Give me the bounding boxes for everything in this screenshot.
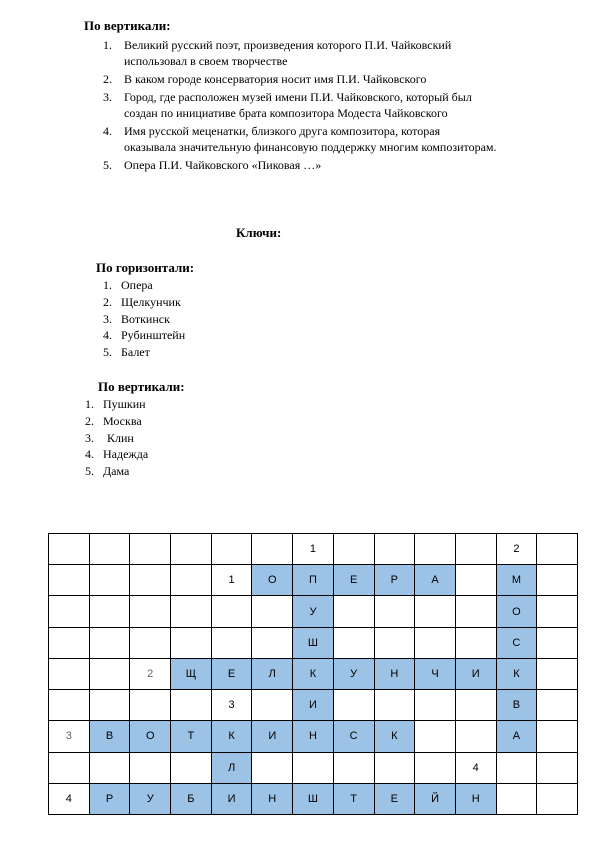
answer-item <box>103 327 185 344</box>
crossword-empty-cell <box>537 783 578 814</box>
answer-item <box>103 344 185 361</box>
answer-number: 2. <box>85 413 94 428</box>
crossword-empty-cell <box>455 627 496 658</box>
crossword-empty-cell <box>49 627 90 658</box>
answer-text: Пушкин <box>103 397 146 411</box>
crossword-empty-cell <box>252 627 293 658</box>
crossword-empty-cell <box>496 752 537 783</box>
crossword-empty-cell <box>49 658 90 689</box>
crossword-empty-cell <box>171 596 212 627</box>
crossword-empty-cell <box>537 721 578 752</box>
crossword-letter-cell: Л <box>211 752 252 783</box>
crossword-letter-cell: Н <box>252 783 293 814</box>
crossword-letter-cell: Е <box>374 783 415 814</box>
crossword-empty-cell <box>537 658 578 689</box>
answer-number: 4. <box>85 447 94 462</box>
crossword-empty-cell <box>130 690 171 721</box>
horizontal-answers-heading: По горизонтали: <box>96 260 195 275</box>
crossword-empty-cell <box>537 627 578 658</box>
crossword-empty-cell <box>130 627 171 658</box>
question-text: В каком городе консерватория носит имя П.И. Чайковского <box>124 72 427 86</box>
crossword-letter-cell: О <box>496 596 537 627</box>
answer-text: Москва <box>103 413 142 428</box>
crossword-letter-cell: Р <box>89 783 130 814</box>
crossword-empty-cell <box>415 596 456 627</box>
crossword-row <box>49 721 578 752</box>
crossword-number-cell: 3 <box>49 721 90 752</box>
crossword-empty-cell <box>333 596 374 627</box>
crossword-number-cell: 1 <box>293 534 334 565</box>
crossword-empty-cell <box>49 596 90 627</box>
answer-text: Рубинштейн <box>121 328 186 343</box>
answer-text: Клин <box>107 430 134 445</box>
crossword-row <box>49 534 578 565</box>
crossword-empty-cell <box>374 752 415 783</box>
crossword-empty-cell <box>89 596 130 627</box>
crossword-empty-cell <box>333 534 374 565</box>
horizontal-answers-list <box>103 277 185 361</box>
answer-text: Воткинск <box>121 311 170 326</box>
vertical-questions-list <box>103 37 573 173</box>
crossword-empty-cell <box>89 658 130 689</box>
answer-number: 5. <box>85 464 94 479</box>
crossword-empty-cell <box>49 565 90 596</box>
answer-number: 1. <box>85 397 94 411</box>
answer-item <box>85 396 148 413</box>
question-text: оказывала значительную финансовую поддержку многим композиторам. <box>124 140 497 154</box>
crossword-empty-cell <box>537 690 578 721</box>
crossword-letter-cell: Б <box>171 783 212 814</box>
question-item <box>103 123 573 155</box>
crossword-number-cell: 3 <box>211 690 252 721</box>
crossword-empty-cell <box>537 565 578 596</box>
crossword-letter-cell: В <box>496 690 537 721</box>
answer-text: Балет <box>121 345 150 360</box>
crossword-empty-cell <box>171 752 212 783</box>
answer-number: 3. <box>85 430 94 445</box>
question-text: создан по инициативе брата композитора Модеста Чайковского <box>124 106 448 120</box>
crossword-empty-cell <box>455 596 496 627</box>
crossword-empty-cell <box>252 534 293 565</box>
answer-item <box>103 277 185 294</box>
crossword-letter-cell: К <box>374 721 415 752</box>
crossword-letter-cell: Н <box>293 721 334 752</box>
question-text: использовал в своем творчестве <box>124 54 288 68</box>
crossword-letter-cell: У <box>130 783 171 814</box>
question-item <box>103 89 573 121</box>
crossword-letter-cell: К <box>211 721 252 752</box>
crossword-letter-cell: Н <box>455 783 496 814</box>
crossword-letter-cell: Р <box>374 565 415 596</box>
crossword-empty-cell <box>89 690 130 721</box>
crossword-empty-cell <box>293 752 334 783</box>
answer-number: 4. <box>103 328 112 343</box>
question-text: Имя русской меценатки, близкого друга композитора, которая <box>124 124 441 138</box>
crossword-empty-cell <box>415 721 456 752</box>
crossword-number-cell: 1 <box>211 565 252 596</box>
crossword-row <box>49 690 578 721</box>
crossword-empty-cell <box>171 690 212 721</box>
question-number: 4. <box>103 124 112 138</box>
crossword-letter-cell: П <box>293 565 334 596</box>
crossword-empty-cell <box>415 752 456 783</box>
crossword-row <box>49 565 578 596</box>
crossword-letter-cell: А <box>415 565 456 596</box>
answer-number: 1. <box>103 278 112 292</box>
vertical-answers-heading: По вертикали: <box>98 379 185 394</box>
answer-item <box>85 413 148 430</box>
crossword-letter-cell: Е <box>211 658 252 689</box>
crossword-empty-cell <box>537 596 578 627</box>
crossword-empty-cell <box>130 596 171 627</box>
crossword-letter-cell: И <box>252 721 293 752</box>
crossword-empty-cell <box>537 752 578 783</box>
crossword-empty-cell <box>415 534 456 565</box>
crossword-letter-cell: У <box>293 596 334 627</box>
crossword-letter-cell: А <box>496 721 537 752</box>
question-number: 3. <box>103 90 112 104</box>
crossword-number-cell: 4 <box>455 752 496 783</box>
answer-number: 5. <box>103 345 112 360</box>
crossword-letter-cell: Й <box>415 783 456 814</box>
crossword-row <box>49 752 578 783</box>
answer-item <box>85 463 148 480</box>
crossword-empty-cell <box>374 627 415 658</box>
answer-text: Щелкунчик <box>121 294 181 309</box>
crossword-empty-cell <box>49 690 90 721</box>
crossword-letter-cell: И <box>293 690 334 721</box>
crossword-empty-cell <box>89 752 130 783</box>
crossword-letter-cell: Т <box>333 783 374 814</box>
crossword-empty-cell <box>171 627 212 658</box>
answer-item <box>103 311 185 328</box>
answer-item <box>85 446 148 463</box>
vertical-answers-list <box>85 396 148 480</box>
crossword-number-cell: 2 <box>130 658 171 689</box>
question-number: 1. <box>103 38 112 52</box>
crossword-row <box>49 783 578 814</box>
crossword-letter-cell: Е <box>333 565 374 596</box>
answer-text: Дама <box>103 464 130 479</box>
crossword-letter-cell: Щ <box>171 658 212 689</box>
crossword-number-cell: 4 <box>49 783 90 814</box>
crossword-empty-cell <box>537 534 578 565</box>
crossword-empty-cell <box>496 783 537 814</box>
crossword-empty-cell <box>252 752 293 783</box>
question-text: Опера П.И. Чайковского «Пиковая …» <box>124 158 322 172</box>
crossword-empty-cell <box>211 627 252 658</box>
answer-text: Опера <box>121 278 153 292</box>
crossword-empty-cell <box>415 690 456 721</box>
keys-title: Ключи: <box>236 225 282 240</box>
crossword-empty-cell <box>374 690 415 721</box>
question-item <box>103 37 573 69</box>
crossword-empty-cell <box>374 534 415 565</box>
crossword-letter-cell: К <box>496 658 537 689</box>
crossword-letter-cell: Ш <box>293 783 334 814</box>
question-item <box>103 71 573 87</box>
crossword-letter-cell: М <box>496 565 537 596</box>
crossword-empty-cell <box>171 534 212 565</box>
crossword-letter-cell: Ч <box>415 658 456 689</box>
crossword-letter-cell: Л <box>252 658 293 689</box>
crossword-empty-cell <box>130 534 171 565</box>
crossword-empty-cell <box>89 565 130 596</box>
crossword-letter-cell: С <box>496 627 537 658</box>
crossword-letter-cell: Т <box>171 721 212 752</box>
crossword-empty-cell <box>333 690 374 721</box>
answer-item <box>85 430 148 447</box>
crossword-letter-cell: Н <box>374 658 415 689</box>
crossword-empty-cell <box>333 752 374 783</box>
crossword-empty-cell <box>455 690 496 721</box>
question-text: Великий русский поэт, произведения которого П.И. Чайковский <box>124 38 452 52</box>
crossword-letter-cell: О <box>252 565 293 596</box>
crossword-empty-cell <box>455 565 496 596</box>
crossword-row <box>49 596 578 627</box>
crossword-letter-cell: И <box>455 658 496 689</box>
crossword-empty-cell <box>455 534 496 565</box>
crossword-empty-cell <box>211 596 252 627</box>
crossword-letter-cell: И <box>211 783 252 814</box>
crossword-empty-cell <box>49 534 90 565</box>
crossword-row <box>49 627 578 658</box>
crossword-grid <box>48 533 578 815</box>
crossword-letter-cell: У <box>333 658 374 689</box>
crossword-letter-cell: С <box>333 721 374 752</box>
crossword-empty-cell <box>333 627 374 658</box>
crossword-row <box>49 658 578 689</box>
answer-text: Надежда <box>103 447 149 462</box>
crossword-letter-cell: В <box>89 721 130 752</box>
crossword-empty-cell <box>89 627 130 658</box>
answer-item <box>103 294 185 311</box>
crossword-empty-cell <box>415 627 456 658</box>
answer-number: 3. <box>103 311 112 326</box>
crossword-empty-cell <box>89 534 130 565</box>
vertical-questions-heading: По вертикали: <box>84 18 171 33</box>
crossword-empty-cell <box>374 596 415 627</box>
crossword-letter-cell: К <box>293 658 334 689</box>
crossword-empty-cell <box>49 752 90 783</box>
crossword-empty-cell <box>252 596 293 627</box>
crossword-empty-cell <box>171 565 212 596</box>
crossword-empty-cell <box>455 721 496 752</box>
crossword-number-cell: 2 <box>496 534 537 565</box>
crossword-empty-cell <box>130 752 171 783</box>
question-number: 5. <box>103 158 112 172</box>
crossword-empty-cell <box>130 565 171 596</box>
crossword-empty-cell <box>211 534 252 565</box>
crossword-empty-cell <box>252 690 293 721</box>
crossword-letter-cell: Ш <box>293 627 334 658</box>
answer-number: 2. <box>103 294 112 309</box>
question-item <box>103 157 573 173</box>
question-number: 2. <box>103 72 112 86</box>
question-text: Город, где расположен музей имени П.И. Чайковского, который был <box>124 90 472 104</box>
crossword-letter-cell: О <box>130 721 171 752</box>
